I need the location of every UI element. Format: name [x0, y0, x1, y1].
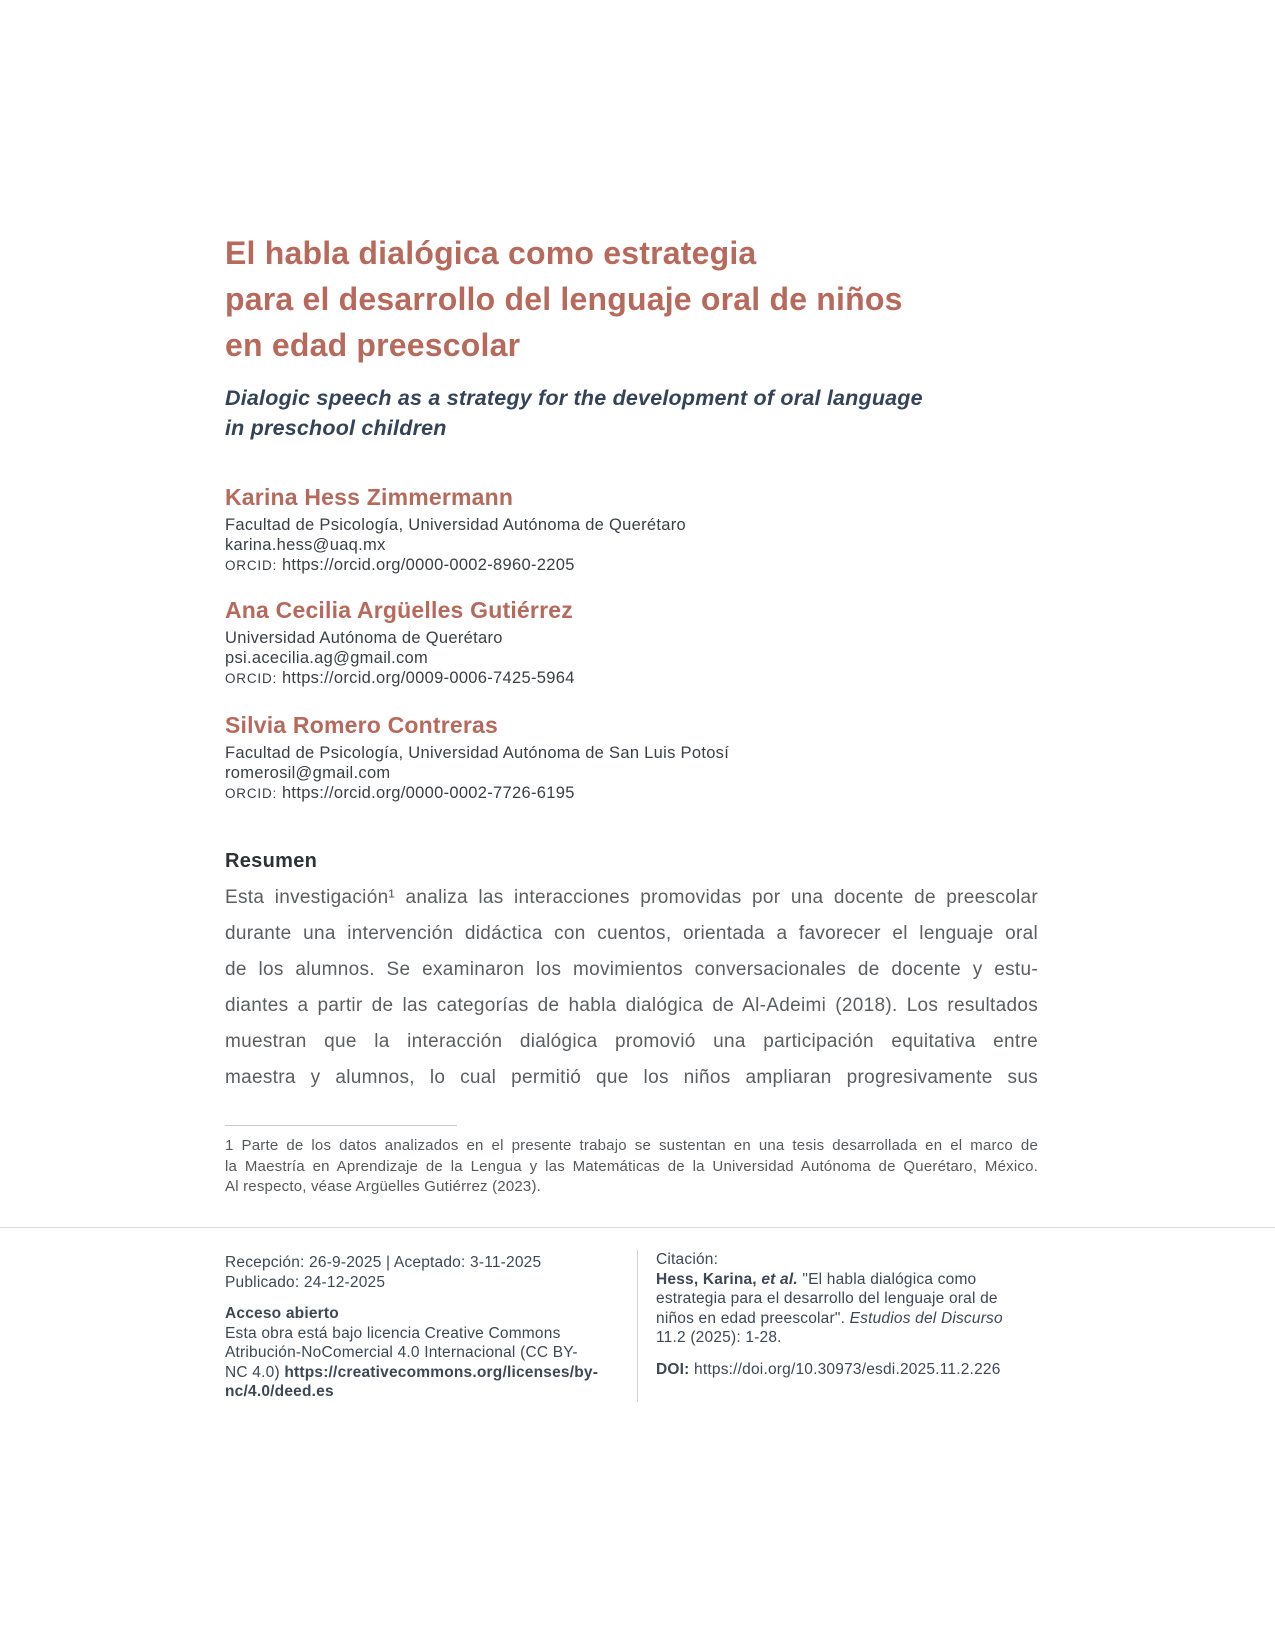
- open-access-heading: Acceso abierto: [225, 1305, 339, 1322]
- orcid-label: ORCID:: [225, 786, 278, 801]
- footer-separator-rule: [0, 1227, 1275, 1228]
- footnote-separator-rule: [225, 1125, 457, 1126]
- article-title-line: en edad preescolar: [225, 327, 521, 363]
- orcid-link[interactable]: https://orcid.org/0009-0006-7425-5964: [281, 669, 575, 687]
- abstract-line: muestran que la interacción dialógica promovió una participación equitativa entre: [225, 1031, 1038, 1052]
- abstract-line: de los alumnos. Se examinaron los movimientos conversacionales de docente y estu-: [225, 959, 1038, 980]
- published-date: Publicado: 24-12-2025: [225, 1273, 386, 1291]
- abstract-line: maestra y alumnos, lo cual permitió que los niños ampliaran progresivamente sus: [225, 1067, 1038, 1088]
- author-name: Karina Hess Zimmermann: [225, 484, 514, 510]
- article-subtitle-line: Dialogic speech as a strategy for the development of oral language: [225, 386, 923, 410]
- orcid-label: ORCID:: [225, 558, 278, 573]
- author-block-1: [225, 484, 1038, 576]
- footer-citation-column: [637, 1250, 1016, 1402]
- author-orcid: [225, 668, 1038, 689]
- abstract-line: durante una intervención didáctica con cuentos, orientada a favorecer el lenguaje oral: [225, 923, 1038, 944]
- author-email[interactable]: romerosil@gmail.com: [225, 764, 391, 782]
- footnote: [225, 1136, 1038, 1198]
- author-affiliation: Universidad Autónoma de Querétaro: [225, 629, 503, 647]
- author-name: Silvia Romero Contreras: [225, 712, 499, 738]
- abstract-line: diantes a partir de las categorías de habla dialógica de Al-Adeimi (2018). Los resultados: [225, 995, 1038, 1016]
- citation-text: Hess, Karina, et al. "El habla dialógica como estrategia para el desarrollo del lenguaje oral de niños en edad preescolar". Estudios del Discurso 11.2 (2025): 1-28.: [656, 1270, 1003, 1346]
- author-affiliation: Facultad de Psicología, Universidad Autónoma de Querétaro: [225, 516, 687, 534]
- article-title: [225, 230, 1085, 368]
- author-email[interactable]: psi.acecilia.ag@gmail.com: [225, 649, 429, 667]
- author-orcid: [225, 783, 1038, 804]
- author-email[interactable]: karina.hess@uaq.mx: [225, 536, 386, 554]
- orcid-link[interactable]: https://orcid.org/0000-0002-7726-6195: [281, 784, 575, 802]
- author-block-3: [225, 712, 1038, 804]
- footnote-line: 1 Parte de los datos analizados en el presente trabajo se sustentan en una tesis desarrollada en el marco de: [225, 1137, 1038, 1154]
- footnote-line: Al respecto, véase Argüelles Gutiérrez (2023).: [225, 1178, 542, 1195]
- footnote-line: la Maestría en Aprendizaje de la Lengua y las Matemáticas de la Universidad Autónoma de Querétaro, México.: [225, 1157, 1038, 1175]
- abstract-paragraph: [225, 880, 1038, 1096]
- orcid-link[interactable]: https://orcid.org/0000-0002-8960-2205: [281, 556, 575, 574]
- doi-label: DOI:: [656, 1360, 690, 1378]
- orcid-label: ORCID:: [225, 671, 278, 686]
- author-orcid: [225, 555, 1038, 576]
- abstract-heading: Resumen: [225, 850, 318, 872]
- doi-link[interactable]: https://doi.org/10.30973/esdi.2025.11.2.226: [689, 1360, 1001, 1378]
- author-name: Ana Cecilia Argüelles Gutiérrez: [225, 597, 573, 623]
- article-subtitle-english: [225, 383, 1085, 443]
- footer-left-column: [225, 1253, 600, 1402]
- license-link[interactable]: https://creativecommons.org/licenses/by-nc/4.0/deed.es: [225, 1363, 599, 1400]
- doi-line: [656, 1360, 1016, 1380]
- abstract-line: Esta investigación¹ analiza las interacciones promovidas por una docente de preescolar: [225, 887, 1038, 908]
- license-statement: Esta obra está bajo licencia Creative Commons Atribución-NoComercial 4.0 Internacional (CC BY-NC 4.0) https://creativecommons.org/licenses/by-nc/4.0/deed.es: [225, 1324, 599, 1400]
- citation-label: Citación:: [656, 1251, 719, 1268]
- article-subtitle-line: in preschool children: [225, 416, 447, 440]
- reception-dates: Recepción: 26-9-2025 | Aceptado: 3-11-2025: [225, 1254, 542, 1271]
- article-title-line: para el desarrollo del lenguaje oral de niños: [225, 281, 903, 317]
- author-affiliation: Facultad de Psicología, Universidad Autónoma de San Luis Potosí: [225, 744, 730, 762]
- article-title-line: El habla dialógica como estrategia: [225, 235, 757, 271]
- author-block-2: [225, 597, 1038, 689]
